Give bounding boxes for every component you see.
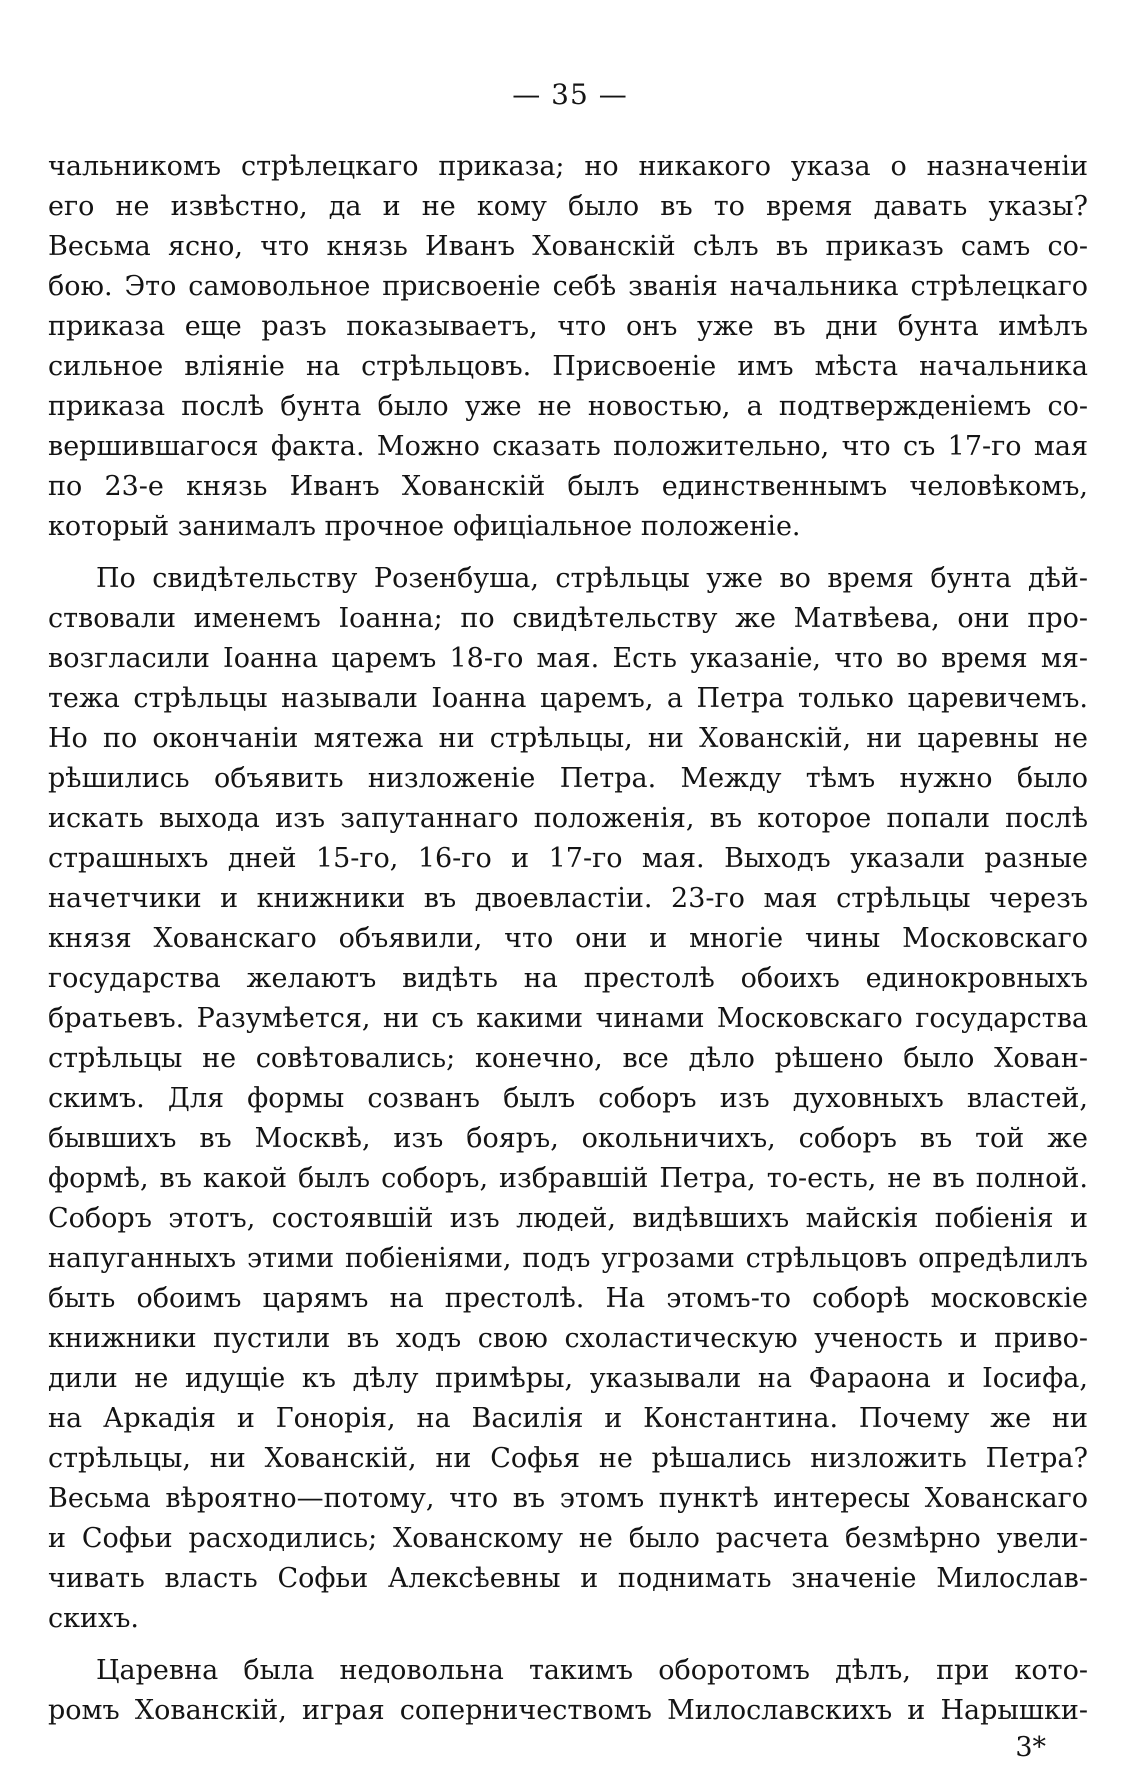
paragraph-1	[48, 147, 1088, 547]
text-line: стрѣльцы, ни Хованскій, ни Софья не рѣшались низложить Петра?	[48, 1443, 1088, 1474]
text-line: рѣшились объявить низложеніе Петра. Между тѣмъ нужно было	[48, 763, 1088, 794]
signature-mark: 3*	[1015, 1732, 1046, 1763]
text-line: ствовали именемъ Іоанна; по свидѣтельству же Матвѣева, они про-	[48, 603, 1088, 634]
text-line: По свидѣтельству Розенбуша, стрѣльцы уже во время бунта дѣй-	[96, 563, 1088, 594]
text-line: скимъ. Для формы созванъ былъ соборъ изъ духовныхъ властей,	[48, 1083, 1088, 1114]
text-line: быть обоимъ царямъ на престолѣ. На этомъ-то соборѣ московскіе	[48, 1283, 1088, 1314]
text-line: напуганныхъ этими побіеніями, подъ угрозами стрѣльцовъ опредѣлилъ	[48, 1243, 1088, 1274]
text-line: Соборъ этотъ, состоявшій изъ людей, видѣвшихъ майскія побіенія и	[48, 1203, 1088, 1234]
text-line: князя Хованскаго объявили, что они и многіе чины Московскаго	[48, 923, 1088, 954]
text-line: бою. Это самовольное присвоеніе себѣ званія начальника стрѣлецкаго	[48, 271, 1088, 302]
text-line: дили не идущіе къ дѣлу примѣры, указывали на Фараона и Іосифа,	[48, 1363, 1088, 1394]
paragraph-2	[48, 559, 1088, 1639]
text-line: приказа послѣ бунта было уже не новостью, а подтвержденіемъ со-	[48, 391, 1088, 422]
paragraph-3	[48, 1651, 1088, 1731]
text-line: начетчики и книжники въ двоевластіи. 23-го мая стрѣльцы черезъ	[48, 883, 1088, 914]
text-line: сильное вліяніе на стрѣльцовъ. Присвоеніе имъ мѣста начальника	[48, 351, 1088, 382]
text-line: на Аркадія и Гонорія, на Василія и Константина. Почему же ни	[48, 1403, 1088, 1434]
text-line: Но по окончаніи мятежа ни стрѣльцы, ни Хованскій, ни царевны не	[48, 723, 1088, 754]
text-line: братьевъ. Разумѣется, ни съ какими чинами Московскаго государства	[48, 1003, 1088, 1034]
text-line: Весьма вѣроятно—потому, что въ этомъ пунктѣ интересы Хованскаго	[48, 1483, 1088, 1514]
text-line: по 23-е князь Иванъ Хованскій былъ единственнымъ человѣкомъ,	[48, 471, 1088, 502]
body-text	[48, 147, 1088, 1743]
text-line: возгласили Іоанна царемъ 18-го мая. Есть указаніе, что во время мя-	[48, 643, 1088, 674]
text-line: приказа еще разъ показываетъ, что онъ уже въ дни бунта имѣлъ	[48, 311, 1088, 342]
text-line: вершившагося факта. Можно сказать положительно, что съ 17-го мая	[48, 431, 1088, 462]
text-line: Царевна была недовольна такимъ оборотомъ дѣлъ, при кото-	[96, 1655, 1088, 1686]
text-line: скихъ.	[48, 1603, 139, 1634]
text-line: книжники пустили въ ходъ свою схоластическую ученость и приво-	[48, 1323, 1088, 1354]
page-number: — 35 —	[512, 78, 628, 111]
text-line: искать выхода изъ запутаннаго положенія, въ которое попали послѣ	[48, 803, 1088, 834]
text-line: формѣ, въ какой былъ соборъ, избравшій Петра, то-есть, не въ полной.	[48, 1163, 1088, 1194]
text-line: чальникомъ стрѣлецкаго приказа; но никакого указа о назначеніи	[48, 151, 1088, 182]
text-line: чивать власть Софьи Алексѣевны и поднимать значеніе Милослав-	[48, 1563, 1088, 1594]
text-line: страшныхъ дней 15-го, 16-го и 17-го мая. Выходъ указали разные	[48, 843, 1088, 874]
text-line: государства желаютъ видѣть на престолѣ обоихъ единокровныхъ	[48, 963, 1088, 994]
text-line: Весьма ясно, что князь Иванъ Хованскій сѣлъ въ приказъ самъ со-	[48, 231, 1088, 262]
text-line: который занималъ прочное офиціальное положеніе.	[48, 511, 801, 542]
text-line: стрѣльцы не совѣтовались; конечно, все дѣло рѣшено было Хован-	[48, 1043, 1088, 1074]
text-line: и Софьи расходились; Хованскому не было расчета безмѣрно увели-	[48, 1523, 1088, 1554]
text-line: бывшихъ въ Москвѣ, изъ бояръ, окольничихъ, соборъ въ той же	[48, 1123, 1088, 1154]
text-line: его не извѣстно, да и не кому было въ то время давать указы?	[48, 191, 1088, 222]
text-line: тежа стрѣльцы называли Іоанна царемъ, а Петра только царевичемъ.	[48, 683, 1088, 714]
text-line: ромъ Хованскій, играя соперничествомъ Милославскихъ и Нарышки-	[48, 1695, 1088, 1726]
